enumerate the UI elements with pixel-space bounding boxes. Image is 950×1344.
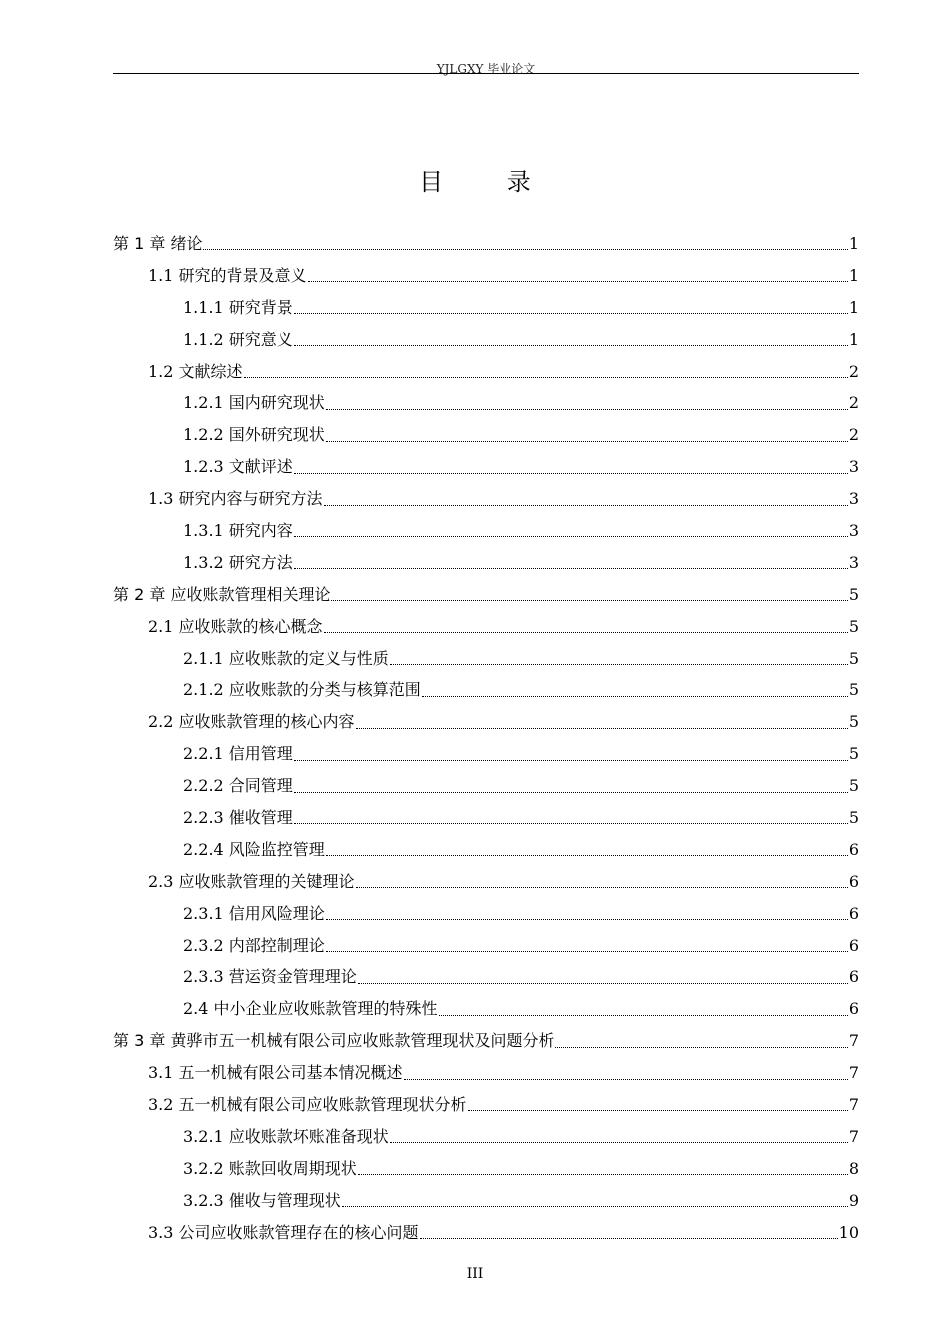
toc-leader-dots: [203, 249, 847, 250]
toc-entry-label: 1.2.1 国内研究现状: [183, 393, 325, 413]
toc-entry[interactable]: [113, 770, 859, 802]
toc-entry-label: 2.3 应收账款管理的关键理论: [148, 871, 355, 891]
header-rule: [113, 73, 859, 74]
toc-entry-label: 3.3 公司应收账款管理存在的核心问题: [148, 1222, 419, 1242]
toc-entry-page: 6: [848, 967, 859, 987]
toc-entry-label: 1.3.1 研究内容: [183, 521, 293, 541]
toc-leader-dots: [420, 1238, 838, 1239]
toc-entry-page: 5: [848, 808, 859, 828]
toc-entry[interactable]: [113, 483, 859, 515]
toc-entry-label: 1.2.3 文献评述: [183, 457, 293, 477]
toc-entry-page: 6: [848, 871, 859, 891]
toc-entry[interactable]: [113, 611, 859, 643]
toc-entry-page: 3: [848, 552, 859, 572]
toc-entry-page: 5: [848, 776, 859, 796]
toc-entry[interactable]: [113, 260, 859, 292]
toc-entry-page: 5: [848, 648, 859, 668]
table-of-contents: [113, 228, 859, 1249]
toc-leader-dots: [439, 1015, 848, 1016]
toc-entry-label: 2.2.3 催收管理: [183, 808, 293, 828]
toc-entry-label: 1.3 研究内容与研究方法: [148, 489, 323, 509]
toc-leader-dots: [468, 1110, 848, 1111]
toc-entry-page: 1: [848, 297, 859, 317]
page-number: III: [466, 1266, 484, 1282]
toc-entry[interactable]: [113, 643, 859, 675]
toc-leader-dots: [294, 313, 848, 314]
toc-entry-label: 1.1 研究的背景及意义: [148, 265, 307, 285]
toc-entry-page: 7: [848, 1063, 859, 1083]
toc-leader-dots: [294, 760, 848, 761]
toc-leader-dots: [356, 728, 848, 729]
toc-entry-label: 1.2.2 国外研究现状: [183, 425, 325, 445]
toc-entry[interactable]: [113, 738, 859, 770]
toc-entry[interactable]: [113, 1121, 859, 1153]
toc-entry-label: 2.2.1 信用管理: [183, 744, 293, 764]
toc-entry-label: 2.1 应收账款的核心概念: [148, 616, 323, 636]
toc-entry-label: 2.1.1 应收账款的定义与性质: [183, 648, 389, 668]
toc-leader-dots: [294, 473, 848, 474]
toc-entry-label: 1.3.2 研究方法: [183, 552, 293, 572]
toc-entry[interactable]: [113, 961, 859, 993]
toc-entry[interactable]: [113, 547, 859, 579]
toc-entry-page: 8: [848, 1158, 859, 1178]
toc-entry-label: 3.2.2 账款回收周期现状: [183, 1158, 357, 1178]
toc-leader-dots: [342, 1206, 848, 1207]
toc-leader-dots: [358, 1174, 848, 1175]
toc-leader-dots: [555, 1047, 847, 1048]
toc-leader-dots: [404, 1079, 848, 1080]
toc-leader-dots: [294, 568, 848, 569]
toc-entry-label: 3.2 五一机械有限公司应收账款管理现状分析: [148, 1095, 467, 1115]
toc-entry-label: 2.3.3 营运资金管理理论: [183, 967, 357, 987]
toc-entry-page: 5: [848, 744, 859, 764]
toc-leader-dots: [244, 377, 848, 378]
toc-entry-label: 1.1.1 研究背景: [183, 297, 293, 317]
page-title: 目 录: [419, 168, 559, 196]
toc-leader-dots: [326, 855, 848, 856]
toc-leader-dots: [326, 441, 848, 442]
toc-entry[interactable]: [113, 1217, 859, 1249]
toc-entry-page: 7: [848, 1095, 859, 1115]
toc-leader-dots: [390, 1142, 848, 1143]
toc-leader-dots: [358, 983, 848, 984]
toc-entry[interactable]: [113, 356, 859, 388]
toc-leader-dots: [294, 536, 848, 537]
toc-entry-label: 2.3.1 信用风险理论: [183, 903, 325, 923]
toc-entry-label: 3.2.1 应收账款坏账准备现状: [183, 1126, 389, 1146]
toc-entry-label: 2.4 中小企业应收账款管理的特殊性: [183, 999, 438, 1019]
toc-entry[interactable]: [113, 1025, 859, 1057]
toc-entry-page: 5: [848, 680, 859, 700]
toc-entry-page: 1: [848, 265, 859, 285]
toc-entry-page: 2: [848, 393, 859, 413]
toc-entry[interactable]: [113, 802, 859, 834]
toc-entry-page: 6: [848, 935, 859, 955]
toc-entry-label: 第 3 章 黄骅市五一机械有限公司应收账款管理现状及问题分析: [113, 1031, 555, 1051]
toc-entry-page: 3: [848, 457, 859, 477]
toc-leader-dots: [294, 345, 848, 346]
toc-entry-page: 3: [848, 521, 859, 541]
toc-leader-dots: [356, 887, 848, 888]
toc-entry-label: 2.2 应收账款管理的核心内容: [148, 712, 355, 732]
toc-entry[interactable]: [113, 419, 859, 451]
toc-entry-label: 3.1 五一机械有限公司基本情况概述: [148, 1063, 403, 1083]
toc-entry-label: 2.3.2 内部控制理论: [183, 935, 325, 955]
toc-entry-page: 5: [848, 584, 859, 604]
toc-entry-page: 5: [848, 616, 859, 636]
toc-entry-page: 2: [848, 361, 859, 381]
toc-entry-page: 6: [848, 839, 859, 859]
toc-leader-dots: [326, 951, 848, 952]
toc-leader-dots: [324, 632, 848, 633]
toc-entry-label: 1.1.2 研究意义: [183, 329, 293, 349]
toc-leader-dots: [294, 823, 848, 824]
toc-entry-page: 3: [848, 489, 859, 509]
toc-leader-dots: [422, 696, 848, 697]
toc-entry[interactable]: [113, 1057, 859, 1089]
toc-entry-label: 2.2.2 合同管理: [183, 776, 293, 796]
toc-entry[interactable]: [113, 930, 859, 962]
toc-leader-dots: [331, 600, 847, 601]
toc-entry[interactable]: [113, 898, 859, 930]
running-header: YJLGXY 毕业论文: [436, 62, 536, 76]
toc-entry[interactable]: [113, 866, 859, 898]
toc-entry-label: 第 2 章 应收账款管理相关理论: [113, 584, 331, 604]
toc-entry-page: 10: [838, 1222, 859, 1242]
toc-entry-label: 2.1.2 应收账款的分类与核算范围: [183, 680, 421, 700]
toc-leader-dots: [326, 919, 848, 920]
toc-entry[interactable]: [113, 1185, 859, 1217]
toc-entry[interactable]: [113, 1153, 859, 1185]
toc-entry[interactable]: [113, 993, 859, 1025]
toc-leader-dots: [324, 505, 848, 506]
toc-entry-page: 6: [848, 903, 859, 923]
toc-entry[interactable]: [113, 579, 859, 611]
toc-entry-label: 2.2.4 风险监控管理: [183, 839, 325, 859]
toc-entry-page: 7: [848, 1126, 859, 1146]
toc-entry[interactable]: [113, 451, 859, 483]
toc-entry[interactable]: [113, 834, 859, 866]
toc-entry-label: 1.2 文献综述: [148, 361, 243, 381]
toc-entry-page: 1: [848, 329, 859, 349]
toc-entry[interactable]: [113, 324, 859, 356]
toc-entry-page: 1: [848, 234, 859, 253]
toc-leader-dots: [326, 409, 848, 410]
toc-entry[interactable]: [113, 1089, 859, 1121]
toc-entry[interactable]: [113, 292, 859, 324]
toc-entry-page: 9: [848, 1190, 859, 1210]
toc-entry[interactable]: [113, 706, 859, 738]
toc-entry-label: 第 1 章 绪论: [113, 234, 203, 253]
toc-entry-page: 2: [848, 425, 859, 445]
toc-entry-page: 6: [848, 999, 859, 1019]
toc-entry[interactable]: [113, 674, 859, 706]
toc-entry[interactable]: [113, 387, 859, 419]
toc-leader-dots: [308, 281, 848, 282]
toc-entry-page: 7: [848, 1031, 859, 1051]
toc-leader-dots: [294, 792, 848, 793]
toc-leader-dots: [390, 664, 848, 665]
toc-entry-page: 5: [848, 712, 859, 732]
toc-entry-label: 3.2.3 催收与管理现状: [183, 1190, 341, 1210]
toc-entry[interactable]: [113, 515, 859, 547]
toc-entry[interactable]: [113, 228, 859, 260]
